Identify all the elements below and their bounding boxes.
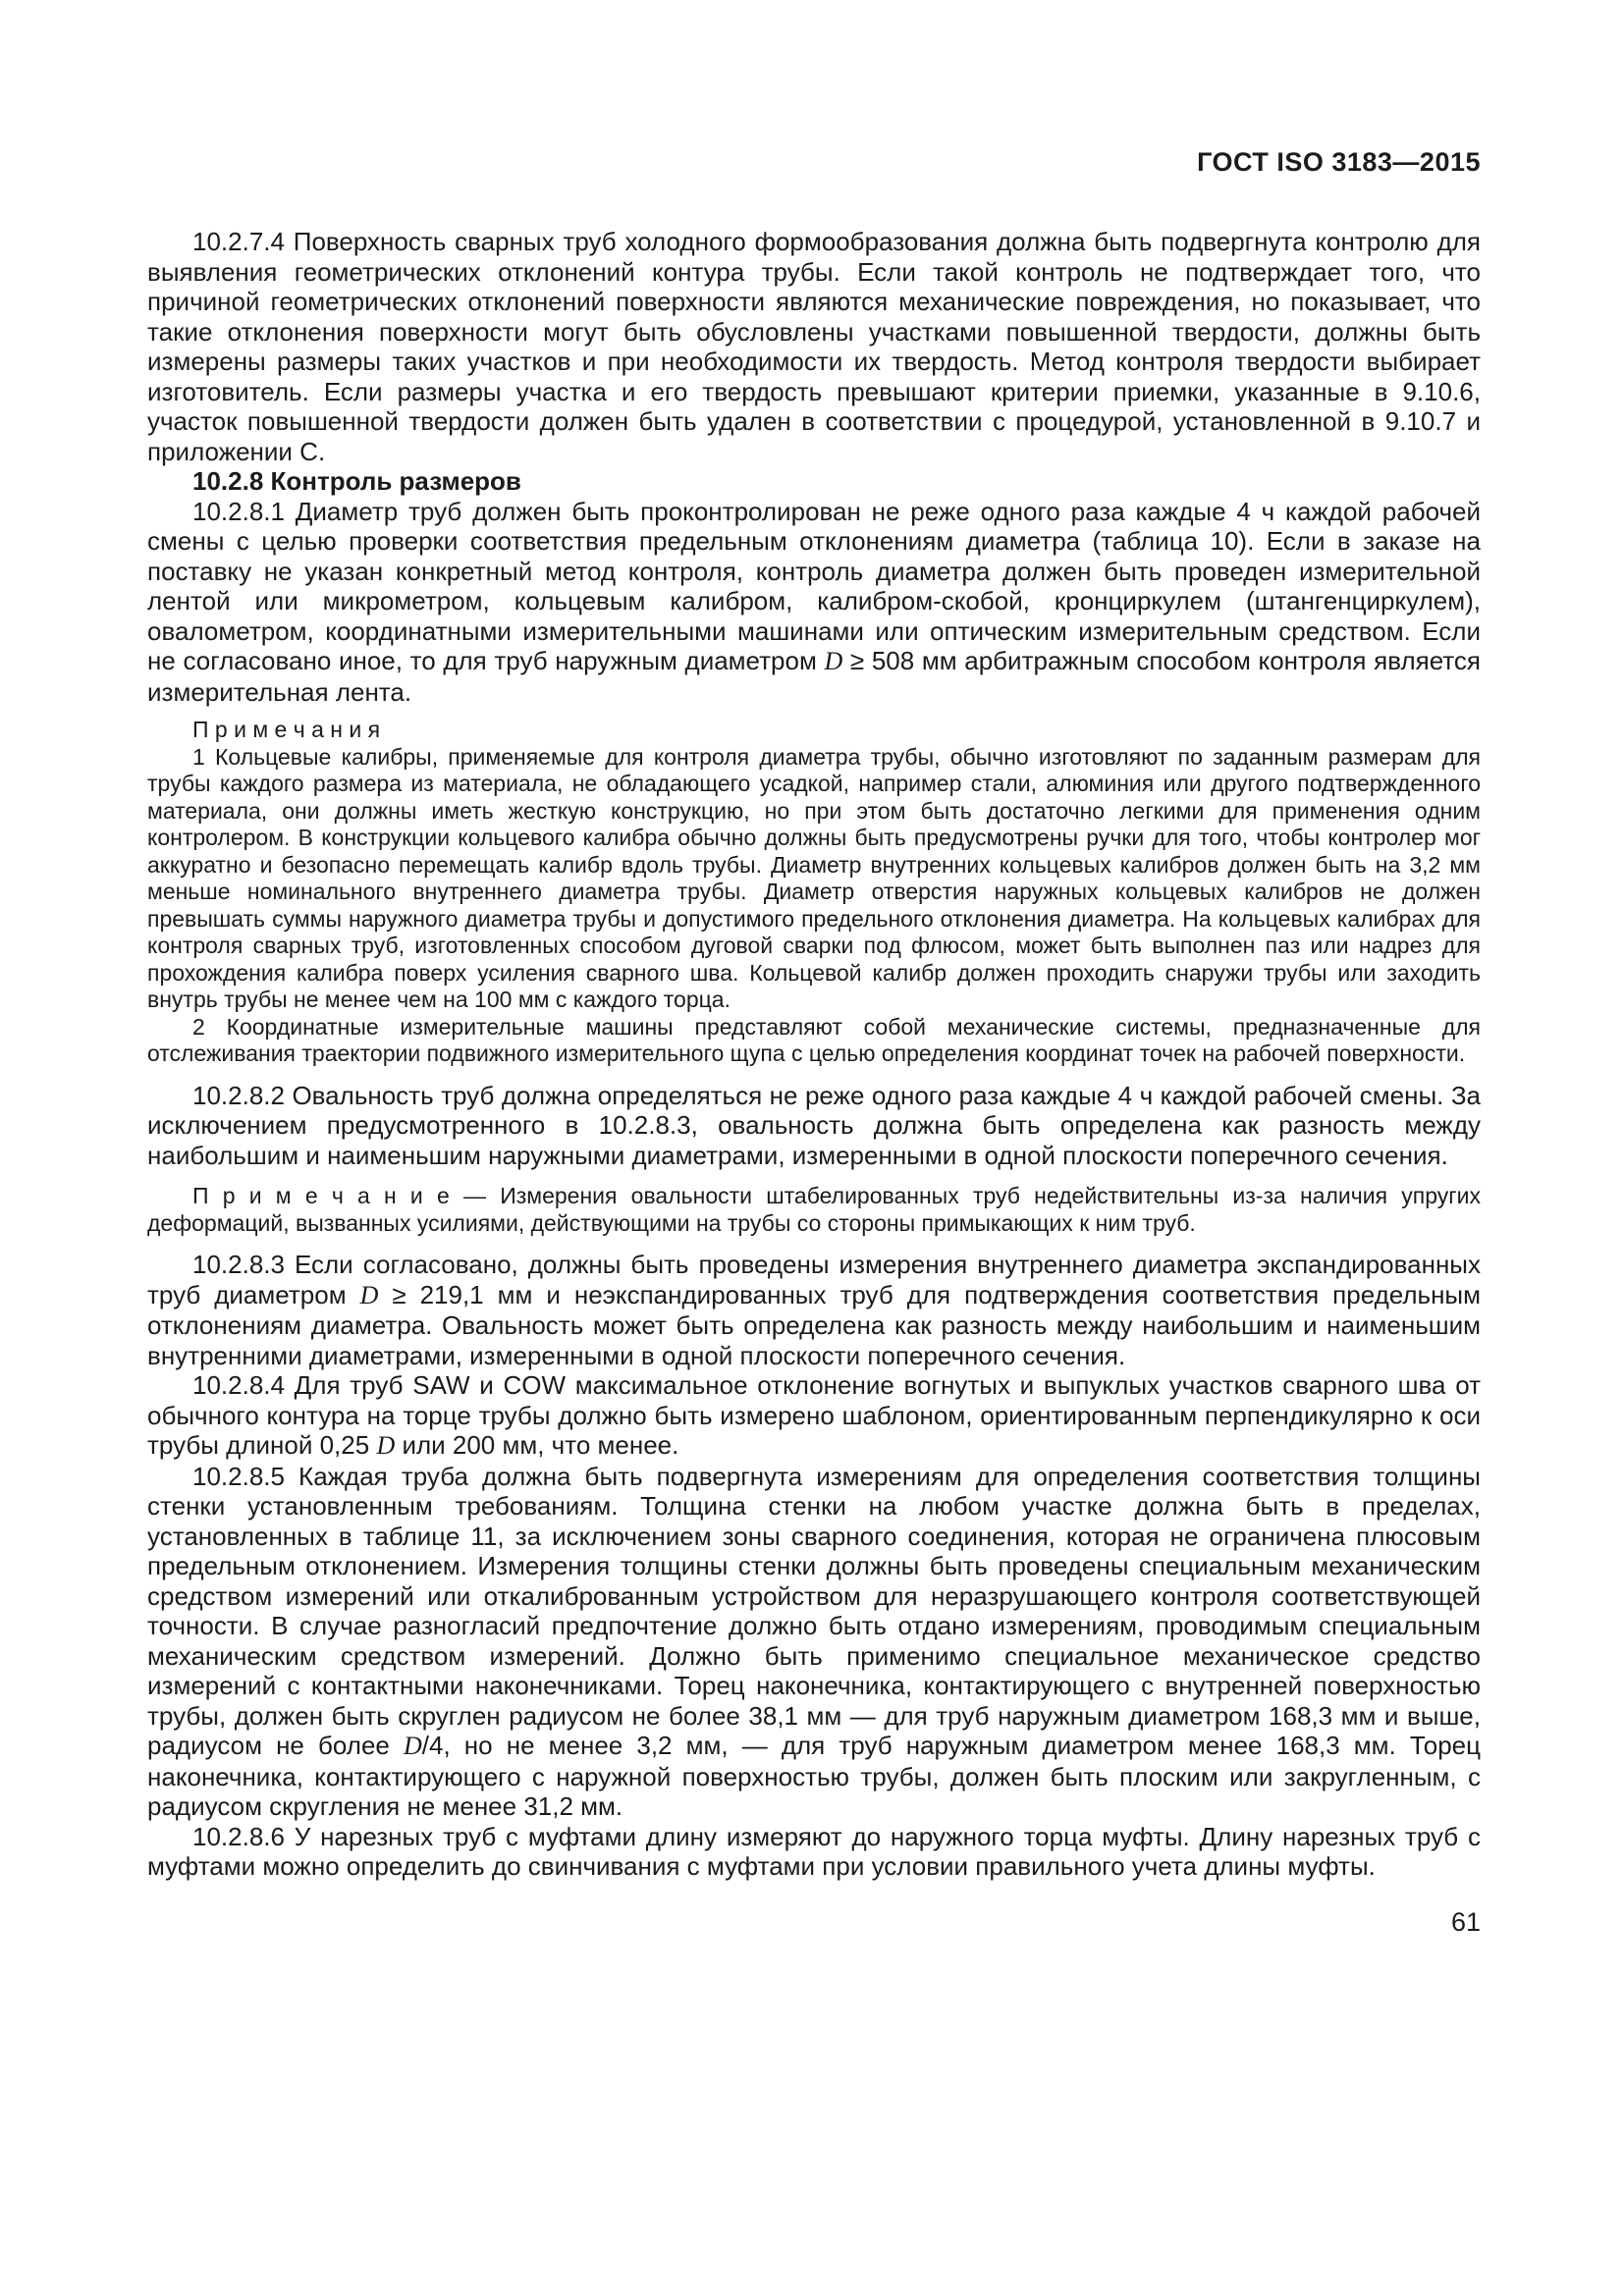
paragraph-10-2-8-5: 10.2.8.5 Каждая труба должна быть подвергнута измерениям для определения соответствия толщины стенки установленным требованиям. Толщина стенки на любом участке должна быть в пределах, установленных в таблице 11, за исключением зоны сварного соединения, которая не ограничена плюсовым предельным отклонением. Измерения толщины стенки должны быть проведены специальным механическим средством измерений или откалиброванным устройством для неразрушающего контроля соответствующей точности. В случае разногласий предпочтение должно быть отдано измерениям, проводимым специальным механическим средством измерений. Должно быть применимо специальное механическое средство измерений с контактными наконечниками. Торец наконечника, контактирующего с внутренней поверхностью трубы, должен быть скруглен радиусом не более 38,1 мм — для труб наружным диаметром 168,3 мм и выше, радиусом не более D/4, но не менее 3,2 мм, — для труб наружным диаметром менее 168,3 мм. Торец наконечника, контактирующего с наружной поверхностью трубы, должен быть плоским или закругленным, с радиусом скругления не менее 31,2 мм. [147, 1461, 1482, 1821]
paragraph-10-2-7-4: 10.2.7.4 Поверхность сварных труб холодного формообразования должна быть подвергнута контролю для выявления геометрических отклонений контура трубы. Если такой контроль не подтверждает того, что причиной геометрических отклонений поверхности являются механические повреждения, но показывает, что такие отклонения поверхности могут быть обусловлены участками повышенной твердости, должны быть измерены размеры таких участков и при необходимости их твердость. Метод контроля твердости выбирает изготовитель. Если размеры участка и его твердость превышают критерии приемки, указанные в 9.10.6, участок повышенной твердости должен быть удален в соответствии с процедурой, установленной в 9.10.7 и приложении С. [147, 227, 1481, 466]
text-block [147, 147, 1481, 1938]
note-1: 1 Кольцевые калибры, применяемые для контроля диаметра трубы, обычно изготовляют по заданным размерам для трубы каждого размера из материала, не обладающего усадкой, например стали, алюминия или другого подтвержденного материала, они должны иметь жесткую конструкцию, но при этом быть достаточно легкими для применения одним контролером. В конструкции кольцевого калибра обычно должны быть предусмотрены ручки для того, чтобы контролер мог аккуратно и безопасно перемещать калибр вдоль трубы. Диаметр внутренних кольцевых калибров должен быть на 3,2 мм меньше номинального внутреннего диаметра трубы. Диаметр отверстия наружных кольцевых калибров не должен превышать суммы наружного диаметра трубы и допустимого предельного отклонения диаметра. На кольцевых калибрах для контроля сварных труб, изготовленных способом дуговой сварки под флюсом, может быть выполнен паз или надрез для прохождения калибра поверх усиления сварного шва. Кольцевой калибр должен проходить снаружи трубы или заходить внутрь трубы не менее чем на 100 мм с каждого торца. [147, 743, 1481, 1012]
notes-label: П р и м е ч а н и я [192, 717, 381, 742]
heading-10-2-8: 10.2.8 Контроль размеров [192, 466, 521, 496]
paragraph-10-2-8-3: 10.2.8.3 Если согласовано, должны быть проведены измерения внутреннего диаметра экспандированных труб диаметром D ≥ 219,1 мм и неэкспандированных труб для подтверждения соответствия предельным отклонениям диаметра. Овальность может быть определена как разность между наибольшим и наименьшим внутренними диаметрами, измеренными в одной плоскости поперечного сечения. [147, 1250, 1481, 1370]
paragraph-10-2-8-4: 10.2.8.4 Для труб SAW и COW максимальное отклонение вогнутых и выпуклых участков сварного шва от обычного контура на торце трубы должно быть измерено шаблоном, ориентированным перпендикулярно к оси трубы длиной 0,25 D или 200 мм, что менее. [147, 1370, 1481, 1460]
page-number: 61 [1450, 1906, 1481, 1937]
note-2: 2 Координатные измерительные машины представляют собой механические системы, предназначенные для отслеживания траектории подвижного измерительного щупа с целью определения координат точек на рабочей поверхности. [147, 1013, 1481, 1066]
document-code-header: ГОСТ ISO 3183—2015 [1197, 147, 1481, 177]
note-ovality: П р и м е ч а н и е — Измерения овальности штабелированных труб недействительны из-за наличия упругих деформаций, вызванных усилиями, действующими на трубы со стороны примыкающих к ним труб. [147, 1183, 1481, 1236]
paragraph-10-2-8-1: 10.2.8.1 Диаметр труб должен быть проконтролирован не реже одного раза каждые 4 ч каждой рабочей смены с целью проверки соответствия предельным отклонениям диаметра (таблица 10). Если в заказе на поставку не указан конкретный метод контроля, контроль диаметра должен быть проведен измерительной лентой или микрометром, кольцевым калибром, калибром-скобой, кронциркулем (штангенциркулем), овалометром, координатными измерительными машинами или оптическим измерительным средством. Если не согласовано иное, то для труб наружным диаметром D ≥ 508 мм арбитражным способом контроля является измерительная лента. [147, 496, 1481, 707]
paragraph-10-2-8-2: 10.2.8.2 Овальность труб должна определяться не реже одного раза каждые 4 ч каждой рабочей смены. За исключением предусмотренного в 10.2.8.3, овальность должна быть определена как разность между наибольшим и наименьшим наружными диаметрами, измеренными в одной плоскости поперечного сечения. [147, 1080, 1481, 1170]
paragraph-10-2-8-6: 10.2.8.6 У нарезных труб с муфтами длину измеряют до наружного торца муфты. Длину нарезных труб с муфтами можно определить до свинчивания с муфтами при условии правильного учета длины муфты. [147, 1821, 1481, 1881]
